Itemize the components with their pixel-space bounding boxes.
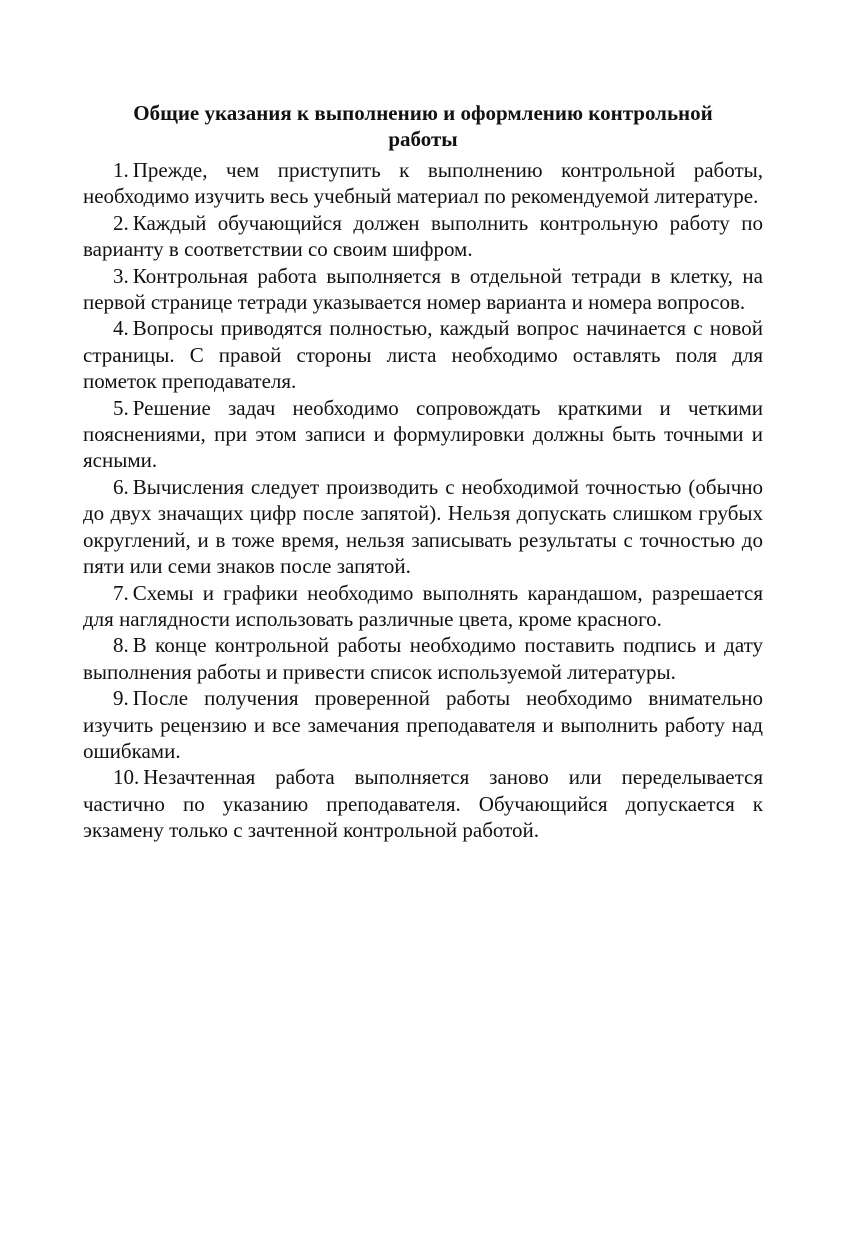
instruction-item-1 (83, 157, 763, 210)
instruction-item-4 (83, 315, 763, 394)
document-page (83, 100, 763, 844)
instruction-item-10 (83, 764, 763, 843)
item-text: В конце контрольной работы необходимо поставить подпись и дату выполнения работы и привести список используемой литературы. (83, 633, 763, 684)
item-number: 4. (113, 316, 129, 341)
item-text: Схемы и графики необходимо выполнять карандашом, разрешается для наглядности использовать различные цвета, кроме красного. (83, 580, 763, 631)
item-text: Незачтенная работа выполняется заново или переделывается частично по указанию преподавателя. Обучающийся допускается к экзамену только с зачтенной контрольной работой. (83, 765, 763, 843)
item-text: Прежде, чем приступить к выполнению контрольной работы, необходимо изучить весь учебный материал по рекомендуемой литературе. (83, 158, 763, 209)
item-number: 6. (113, 474, 129, 499)
item-number: 7. (113, 580, 129, 605)
item-number: 2. (113, 210, 129, 235)
item-text: Контрольная работа выполняется в отдельной тетради в клетку, на первой странице тетради указывается номер варианта и номера вопросов. (83, 263, 763, 315)
item-text: Решение задач необходимо сопровождать краткими и четкими пояснениями, при этом записи и формулировки должны быть точными и ясными. (83, 395, 763, 473)
instruction-item-3 (83, 263, 763, 316)
item-number: 8. (113, 633, 129, 658)
instruction-item-2 (83, 210, 763, 263)
item-text: Каждый обучающийся должен выполнить контрольную работу по варианту в соответствии со своим шифром. (83, 210, 763, 262)
item-text: Вычисления следует производить с необходимой точностью (обычно до двух значащих цифр после запятой). Нельзя допускать слишком грубых округлений, и в тоже время, нельзя записывать результаты с точностью до пяти или семи знаков после запятой. (83, 474, 763, 579)
instruction-item-5 (83, 395, 763, 474)
item-number: 3. (113, 263, 129, 288)
instruction-item-7 (83, 580, 763, 633)
page-title: Общие указания к выполнению и оформлению контрольной работы (133, 101, 713, 151)
instruction-item-6 (83, 474, 763, 580)
instruction-item-8 (83, 632, 763, 685)
instruction-item-9 (83, 685, 763, 764)
item-number: 10. (113, 765, 140, 790)
item-number: 9. (113, 686, 129, 711)
item-number: 1. (113, 158, 129, 182)
item-text: После получения проверенной работы необходимо внимательно изучить рецензию и все замечания преподавателя и выполнить работу над ошибками. (83, 686, 763, 763)
item-number: 5. (113, 395, 129, 420)
item-text: Вопросы приводятся полностью, каждый вопрос начинается с новой страницы. С правой стороны листа необходимо оставлять поля для пометок преподавателя. (83, 316, 763, 394)
